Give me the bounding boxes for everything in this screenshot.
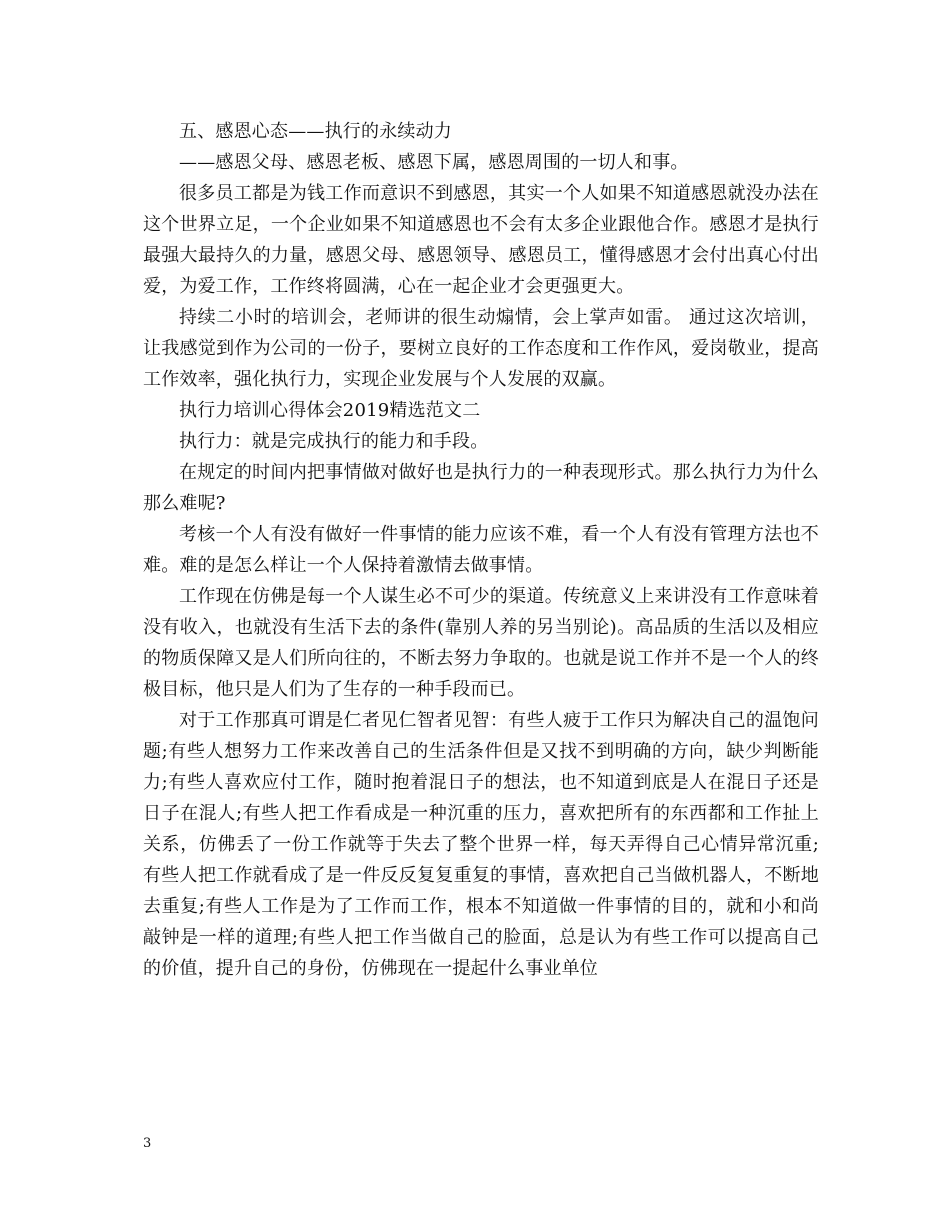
- body-paragraph: 持续二小时的培训会，老师讲的很生动煽情，会上掌声如雷。 通过这次培训，让我感觉到作为公司的一份子，要树立良好的工作态度和工作作风，爱岗敬业，提高工作效率，强化执行力，实现企业发展与个人发展的双赢。: [143, 307, 819, 390]
- body-paragraph: 很多员工都是为钱工作而意识不到感恩，其实一个人如果不知道感恩就没办法在这个世界立足，一个企业如果不知道感恩也不会有太多企业跟他合作。感恩才是执行最强大最持久的力量，感恩父母、感恩领导、感恩员工，懂得感恩才会付出真心付出爱，为爱工作，工作终将圆满，心在一起企业才会更强更大。: [143, 183, 819, 297]
- body-paragraph: 在规定的时间内把事情做对做好也是执行力的一种表现形式。那么执行力为什么那么难呢?: [143, 462, 819, 514]
- body-paragraph: 对于工作那真可谓是仁者见仁智者见智：有些人疲于工作只为解决自己的温饱问题;有些人想努力工作来改善自己的生活条件但是又找不到明确的方向，缺少判断能力;有些人喜欢应付工作，随时抱着混日子的想法，也不知道到底是人在混日子还是日子在混人;有些人把工作看成是一种沉重的压力，喜欢把所有的东西都和工作扯上关系，仿佛丢了一份工作就等于失去了整个世界一样，每天弄得自己心情异常沉重;有些人把工作就看成了是一件反反复复重复的事情，喜欢把自己当做机器人，不断地去重复;有些人工作是为了工作而工作，根本不知道做一件事情的目的，就和小和尚敲钟是一样的道理;有些人把工作当做自己的脸面，总是认为有些工作可以提高自己的价值，提升自己的身份，仿佛现在一提起什么事业单位: [143, 710, 819, 979]
- definition-line: 执行力：就是完成执行的能力和手段。: [179, 431, 489, 452]
- body-paragraph: 工作现在仿佛是每一个人谋生必不可少的渠道。传统意义上来讲没有工作意味着没有收入，也就没有生活下去的条件(靠别人养的另当别论)。高品质的生活以及相应的物质保障又是人们所向往的，不断去努力争取的。也就是说工作并不是一个人的终极目标，他只是人们为了生存的一种手段而已。: [143, 586, 819, 700]
- article-title: 执行力培训心得体会2019精选范文二: [179, 400, 481, 421]
- section-heading: 五、感恩心态——执行的永续动力: [179, 121, 452, 142]
- body-paragraph: 考核一个人有没有做好一件事情的能力应该不难，看一个人有没有管理方法也不难。难的是怎么样让一个人保持着激情去做事情。: [143, 524, 819, 576]
- document-body: [143, 116, 819, 984]
- page-number: 3: [143, 1136, 152, 1151]
- section-subheading: ——感恩父母、感恩老板、感恩下属，感恩周围的一切人和事。: [179, 152, 689, 173]
